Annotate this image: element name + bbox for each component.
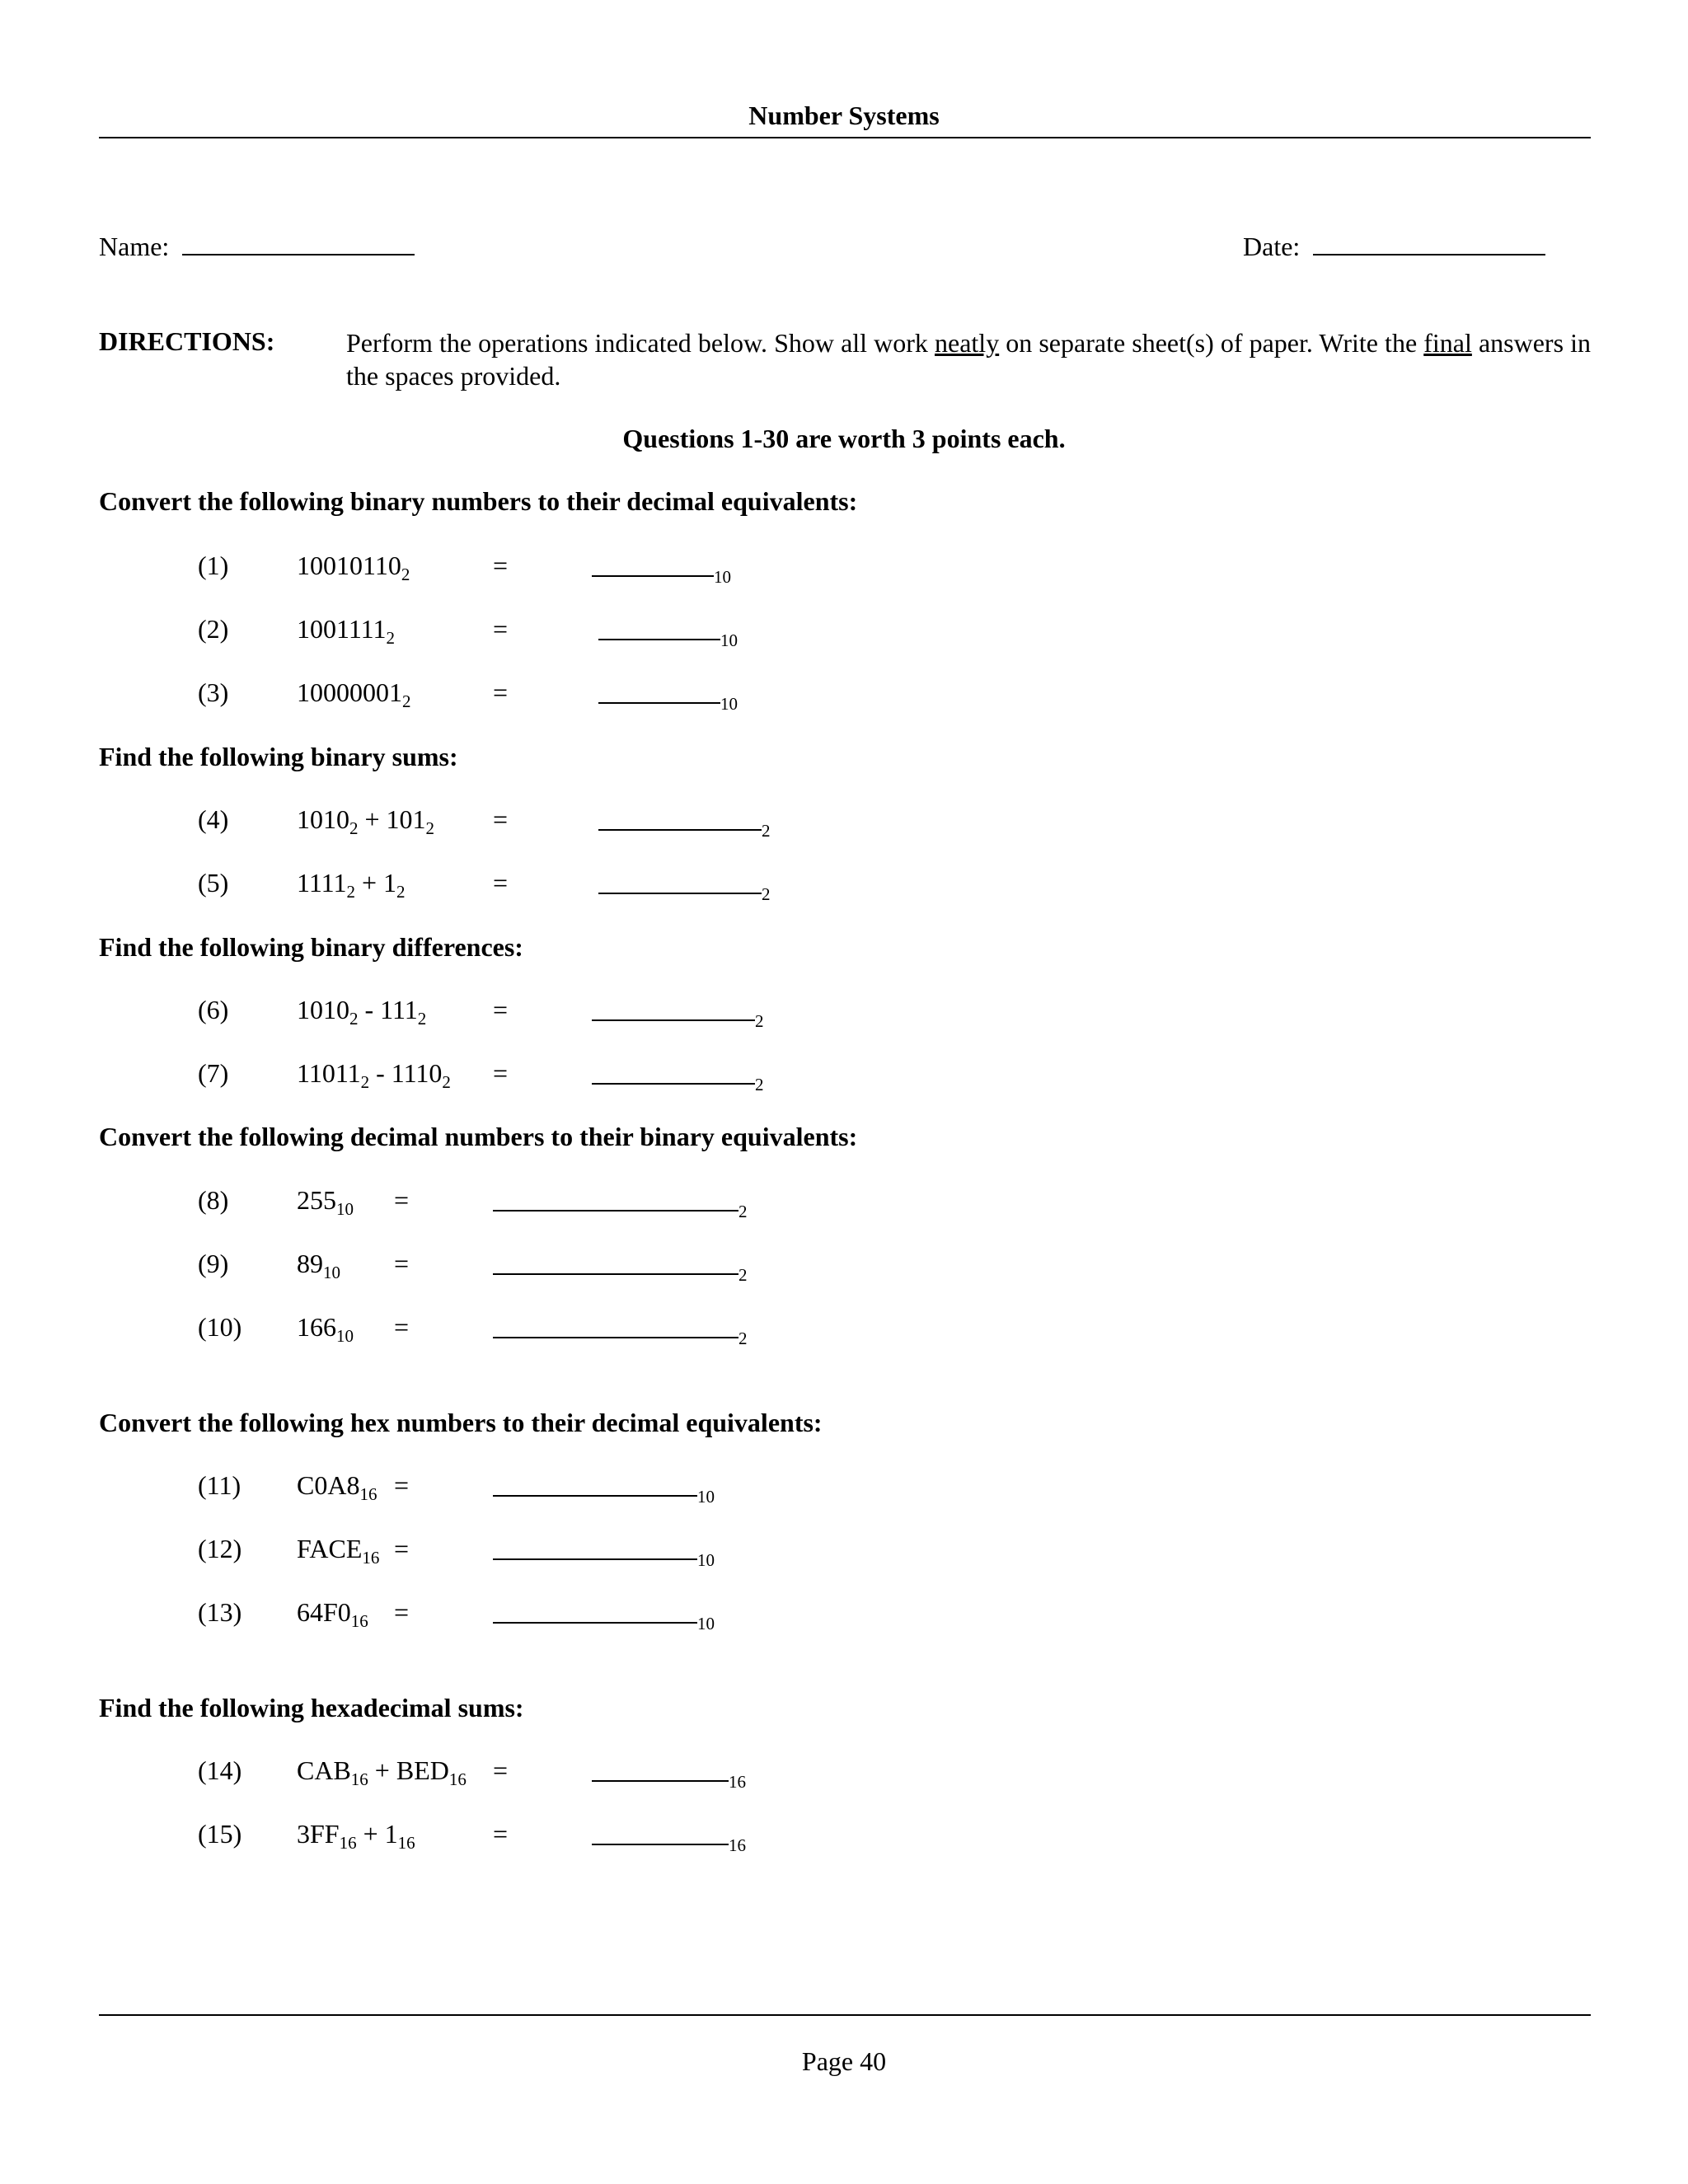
answer-field [592,1819,746,1855]
base-subscript: 16 [397,1833,415,1853]
question-number: (15) [198,1819,242,1849]
answer-base-subscript: 10 [697,1614,715,1633]
directions-text-part: answers in the spaces provided. [346,328,1592,391]
section-heading-decimal-to-binary: Convert the following decimal numbers to their binary equivalents: [99,1122,858,1151]
answer-blank[interactable] [592,995,755,1021]
base-subscript: 16 [350,1769,368,1789]
question-number: (6) [198,995,229,1024]
question-expression [297,1819,415,1853]
answer-field [493,1597,715,1633]
equals-sign: = [493,614,509,644]
section-heading-hex-to-decimal: Convert the following hex numbers to their decimal equivalents: [99,1408,823,1437]
base-subscript: 16 [448,1769,467,1789]
answer-field [598,614,738,650]
equals-sign: = [493,677,509,707]
operand: 89 [297,1249,323,1278]
equals-sign: = [493,995,509,1024]
question-number: (14) [198,1755,242,1785]
base-subscript: 2 [360,1072,370,1092]
answer-blank[interactable] [592,1058,755,1085]
directions-text [346,326,1591,392]
equals-sign: = [394,1312,410,1342]
answer-base-subscript: 2 [738,1329,748,1348]
base-subscript: 16 [339,1833,357,1853]
base-subscript: 2 [425,818,435,838]
answer-blank[interactable] [598,868,762,894]
answer-field [592,551,731,587]
operand: 1 [384,1819,398,1849]
operand: 255 [297,1185,336,1215]
question-expression [297,1755,467,1789]
question-expression [297,1249,340,1282]
date-field-row [1243,229,1545,262]
answer-blank[interactable] [493,1185,738,1212]
operand: 10010110 [297,551,401,580]
header-divider [99,137,1591,138]
answer-base-subscript: 10 [697,1487,715,1507]
equals-sign: = [493,1058,509,1088]
operand: 3FF [297,1819,340,1849]
question-expression [297,677,411,711]
question-expression [297,804,435,838]
operator: + [354,868,383,898]
question-expression [297,995,427,1029]
answer-base-subscript: 16 [729,1772,746,1792]
answer-blank[interactable] [493,1249,738,1275]
answer-blank[interactable] [592,1755,729,1782]
operand: 11011 [297,1058,361,1088]
question-number: (13) [198,1597,242,1627]
operand: 101 [386,804,426,834]
base-subscript: 10 [336,1199,354,1219]
answer-blank[interactable] [598,614,720,640]
name-label: Name: [99,232,170,261]
answer-field [598,804,771,841]
answer-field [493,1470,715,1507]
section-heading-binary-to-decimal: Convert the following binary numbers to their decimal equivalents: [99,486,858,516]
base-subscript: 16 [350,1611,368,1631]
footer-divider [99,2014,1591,2016]
base-subscript: 2 [349,1009,359,1029]
date-input-line[interactable] [1313,229,1545,255]
question-number: (11) [198,1470,241,1500]
operator: + [356,1819,385,1849]
base-subscript: 16 [362,1548,380,1568]
base-subscript: 2 [346,882,355,902]
operand: 64F0 [297,1597,351,1627]
answer-base-subscript: 10 [720,694,738,714]
answer-blank[interactable] [493,1312,738,1338]
answer-field [598,868,771,904]
directions-text-part: Perform the operations indicated below. Show all work [346,328,935,358]
answer-base-subscript: 10 [720,630,738,650]
question-number: (4) [198,804,229,834]
operator: - [369,1058,392,1088]
base-subscript: 2 [401,565,410,584]
base-subscript: 2 [396,882,406,902]
answer-base-subscript: 2 [762,821,771,841]
question-expression [297,1312,354,1346]
question-number: (9) [198,1249,229,1278]
question-expression [297,1597,368,1631]
operator: + [368,1755,396,1785]
operator: + [358,804,387,834]
operand: 10000001 [297,677,402,707]
operand: 1010 [297,995,349,1024]
question-expression [297,551,410,584]
answer-blank[interactable] [598,804,762,831]
name-field-row [99,229,415,262]
answer-field [493,1534,715,1570]
answer-blank[interactable] [493,1470,697,1497]
answer-blank[interactable] [493,1534,697,1560]
equals-sign: = [394,1249,410,1278]
question-number: (12) [198,1534,242,1563]
answer-field [592,1058,764,1094]
date-label: Date: [1243,232,1301,261]
operand: 1010 [297,804,349,834]
name-input-line[interactable] [182,229,415,255]
base-subscript: 2 [349,818,359,838]
answer-field [493,1249,748,1285]
base-subscript: 10 [336,1326,354,1346]
question-number: (3) [198,677,229,707]
question-number: (2) [198,614,229,644]
equals-sign: = [493,1819,509,1849]
answer-base-subscript: 2 [738,1202,748,1221]
answer-base-subscript: 2 [755,1075,764,1094]
question-number: (8) [198,1185,229,1215]
equals-sign: = [493,551,509,580]
operand: 1 [382,868,396,898]
equals-sign: = [493,868,509,898]
directions-text-part: on separate sheet(s) of paper. Write the [999,328,1424,358]
equals-sign: = [394,1534,410,1563]
operand: 166 [297,1312,336,1342]
answer-field [598,677,738,714]
question-number: (7) [198,1058,229,1088]
base-subscript: 2 [402,691,411,711]
points-note: Questions 1-30 are worth 3 points each. [622,424,1066,453]
equals-sign: = [394,1470,410,1500]
base-subscript: 2 [417,1009,427,1029]
equals-sign: = [493,804,509,834]
answer-field [493,1312,748,1348]
answer-blank[interactable] [598,677,720,704]
section-heading-binary-differences: Find the following binary differences: [99,932,523,962]
operand: FACE [297,1534,363,1563]
answer-base-subscript: 10 [697,1550,715,1570]
section-heading-hex-sums: Find the following hexadecimal sums: [99,1693,524,1722]
answer-base-subscript: 2 [762,884,771,904]
answer-base-subscript: 10 [714,567,731,587]
equals-sign: = [394,1597,410,1627]
answer-blank[interactable] [592,1819,729,1845]
base-subscript: 10 [323,1263,340,1282]
question-number: (10) [198,1312,242,1342]
question-number: (1) [198,551,229,580]
answer-field [592,1755,746,1792]
operand: C0A8 [297,1470,360,1500]
operand: CAB [297,1755,351,1785]
equals-sign: = [394,1185,410,1215]
base-subscript: 2 [442,1072,451,1092]
question-expression [297,868,406,902]
answer-base-subscript: 2 [755,1011,764,1031]
directions-label: DIRECTIONS: [99,326,275,356]
question-number: (5) [198,868,229,898]
question-expression [297,614,395,648]
operand: BED [396,1755,449,1785]
directions-final: final [1423,328,1472,358]
answer-base-subscript: 16 [729,1835,746,1855]
answer-blank[interactable] [592,551,714,577]
directions-neatly: neatly [935,328,1000,358]
base-subscript: 16 [359,1484,377,1504]
section-heading-binary-sums: Find the following binary sums: [99,742,458,771]
question-expression [297,1470,377,1504]
operator: - [358,995,381,1024]
answer-field [592,995,764,1031]
operand: 1110 [391,1058,443,1088]
page-number: Page 40 [801,2046,887,2076]
answer-base-subscript: 2 [738,1265,748,1285]
answer-field [493,1185,748,1221]
equals-sign: = [493,1755,509,1785]
operand: 1111 [297,868,347,898]
answer-blank[interactable] [493,1597,697,1624]
page-title: Number Systems [748,101,940,130]
operand: 1001111 [297,614,387,644]
question-expression [297,1185,354,1219]
question-expression [297,1058,451,1092]
question-expression [297,1534,380,1568]
base-subscript: 2 [386,628,395,648]
operand: 111 [380,995,418,1024]
